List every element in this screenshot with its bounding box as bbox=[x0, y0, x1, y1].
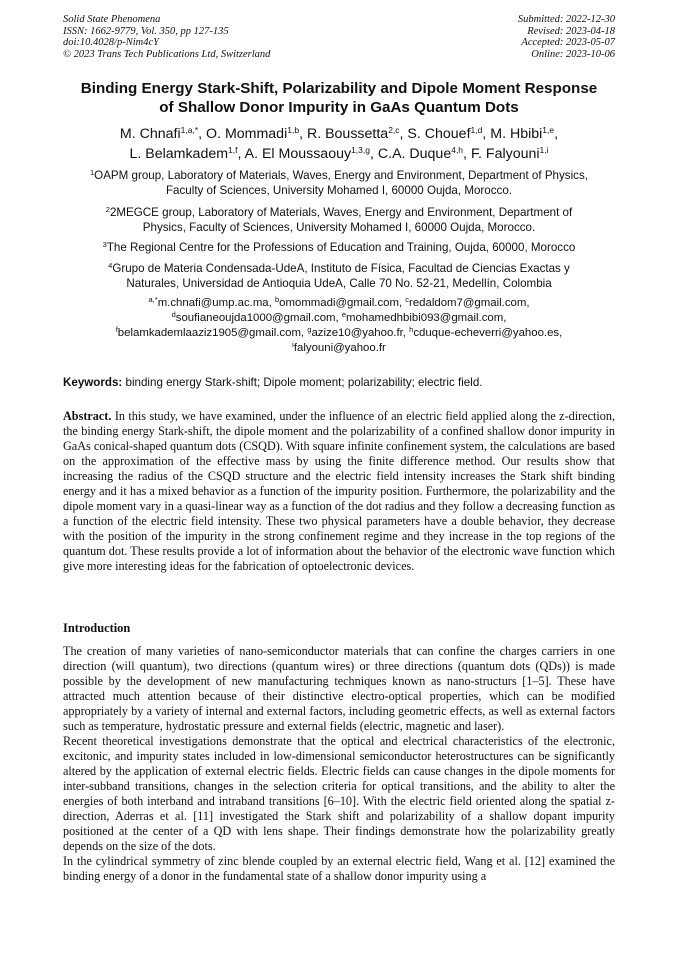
author-list bbox=[40, 124, 638, 164]
affiliation-mark: 4 bbox=[108, 261, 113, 270]
abstract-label: Abstract. bbox=[63, 409, 112, 423]
author-name: F. Falyouni bbox=[470, 146, 540, 162]
revised-date: Revised: 2023-04-18 bbox=[527, 25, 615, 37]
author-sup: 1,b bbox=[287, 125, 300, 135]
keywords-label: Keywords: bbox=[63, 376, 123, 389]
journal-info bbox=[63, 14, 270, 60]
author-sup: 1,i bbox=[539, 145, 549, 155]
affiliation-mark: 1 bbox=[90, 168, 95, 177]
online-date: Online: 2023-10-06 bbox=[531, 48, 615, 60]
abstract-text: In this study, we have examined, under the influence of an electric field applied along the z-direction, the binding energy Stark-shift, the dipole moment and the polarizability of a confined shallow donor impurity in GaAs conical-shaped quantum dots (CSQD). With square infinite confinement system, the calculations are based on the approximation of the effective mass by using the finite difference method. Our results show that increasing the radius of the CSQD structure and the electric field intensity increases the Stark shift binding energy and it has a mixed behavior as a function of the impurity position. Furthermore, the polarizability and the dipole moment vary in a quasi-linear way as a function of the dot radius and they follow a decreasing function as a function of the electric field intensity. These two physical parameters have a double behavior, they decrease with the position of the impurity in the strong confinement regime and they increase in the top regions of the quantum dot. These results provide a lot of information about the behavior of the electronic wave function which give more interesting ideas for the fabrication of optoelectronic devices. bbox=[63, 409, 615, 573]
author-name: S. Chouef bbox=[407, 126, 471, 142]
paper-title bbox=[40, 79, 638, 117]
email-mark: i bbox=[292, 340, 294, 349]
author-sup: 1,a,* bbox=[180, 125, 199, 135]
email-link[interactable]: soufianeoujda1000@gmail.com, bbox=[175, 312, 342, 324]
keywords-text: binding energy Stark-shift; Dipole moment; polarizability; electric field. bbox=[122, 376, 483, 389]
author-name: M. Chnafi bbox=[119, 126, 181, 142]
email-list bbox=[60, 296, 618, 356]
paragraph: Recent theoretical investigations demonstrate that the optical and electrical characteristics of the electronic, excitonic, and impurity states included in low-dimensional semiconductor heterostructures can be significantly altered by the application of external electric fields. Electric fields can cause changes in the dipole moments for inter-subband transitions, changes in the selection criteria for optical transitions, and the ability to alter the energies of both interband and intraband transitions [6–10]. With the electric field oriented along the spatial z-direction, Aderras et al. [11] investigated the Stark shift and polarizability of a shallow dopant impurity positioned at the center of a QD with lens shape. Their findings demonstrate how the polarizability greatly depends on the size of the dots. bbox=[63, 734, 615, 853]
author-name: R. Boussetta bbox=[306, 126, 389, 142]
keywords bbox=[63, 376, 623, 390]
section-heading-introduction: Introduction bbox=[63, 621, 131, 635]
author-sup: 1,3,g bbox=[351, 145, 370, 155]
author-sup: 2,c bbox=[388, 125, 400, 135]
email-mark: f bbox=[115, 325, 118, 334]
email-mark: e bbox=[341, 310, 347, 319]
email-mark: g bbox=[307, 325, 312, 334]
affiliation-text: Naturales, Universidad de Antioquia UdeA, Calle 70 No. 52-21, Medellín, Colombia bbox=[126, 277, 552, 290]
paragraph: The creation of many varieties of nano-semiconductor materials that can confine the charges carriers in one direction (will quantum), two directions (quantum wires) or three directions (quantum dots (QDs)) is made possible by the development of new manufacturing techniques known as nano-structurs [1–5]. These have attracted much attention because of their distinctive electro-optical properties, which can be modified appropriately by a variety of internal and external factors, including geometric effects, as well as external factors such as temperature, hydrostatic pressure and external fields (electric, magnetic and laser). bbox=[63, 644, 615, 733]
affiliation-text: Grupo de Materia Condensada-UdeA, Instituto de Física, Facultad de Ciencias Exactas y bbox=[112, 262, 570, 275]
email-link[interactable]: cduque-echeverri@yahoo.es, bbox=[413, 327, 563, 339]
journal-issn: ISSN: 1662-9779, Vol. 350, pp 127-135 bbox=[63, 25, 229, 37]
email-link[interactable]: falyouni@yahoo.fr bbox=[293, 342, 386, 354]
author-name: C.A. Duque bbox=[377, 146, 452, 162]
affiliation-1 bbox=[60, 168, 618, 198]
introduction-body bbox=[63, 644, 615, 884]
email-link[interactable]: redaldom7@gmail.com, bbox=[409, 297, 530, 309]
email-link[interactable]: m.chnafi@ump.ac.ma, bbox=[157, 297, 275, 309]
accepted-date: Accepted: 2023-05-07 bbox=[521, 37, 615, 49]
author-sup: 1,f bbox=[228, 145, 238, 155]
author-name: M. Hbibi bbox=[490, 126, 543, 142]
publication-dates bbox=[518, 14, 615, 60]
affiliation-text: Physics, Faculty of Sciences, University Mohamed I, 60000 Oujda, Morocco. bbox=[142, 221, 536, 234]
affiliation-text: Faculty of Sciences, University Mohamed I, 60000 Oujda, Morocco. bbox=[165, 184, 513, 197]
author-line-2: L. Belamkadem$^{1,f}$, A. El Moussaouy$^{1,3,g}$, C.A. Duque$^{4,h}$, F. Falyouni$^{1,i}$ bbox=[129, 145, 549, 162]
email-mark: c bbox=[405, 295, 410, 304]
email-mark: d bbox=[171, 310, 176, 319]
author-name: O. Mommadi bbox=[206, 126, 288, 142]
email-link[interactable]: azize10@yahoo.fr, bbox=[311, 327, 410, 339]
email-link[interactable]: omommadi@gmail.com, bbox=[279, 297, 406, 309]
author-sup: 1,e bbox=[542, 125, 555, 135]
author-name: L. Belamkadem bbox=[129, 146, 229, 162]
paragraph: In the cylindrical symmetry of zinc blende coupled by an external electric field, Wang et al. [12] examined the binding energy of a donor in the fundamental state of a shallow donor impurity using a bbox=[63, 854, 615, 883]
email-mark: b bbox=[274, 295, 280, 304]
email-link[interactable]: mohamedhbibi093@gmail.com, bbox=[346, 312, 507, 324]
email-link[interactable]: belamkademlaaziz1905@gmail.com, bbox=[117, 327, 308, 339]
email-mark: a,* bbox=[148, 295, 158, 304]
author-line-1: M. Chnafi$^{1,a,*}$, O. Mommadi$^{1,b}$, R. Boussetta$^{2,c}$, S. Chouef$^{1,d}$, M. Hbibi$^{1,e}$, bbox=[119, 125, 559, 142]
author-sup: 4,h bbox=[451, 145, 464, 155]
journal-copyright: © 2023 Trans Tech Publications Ltd, Switzerland bbox=[63, 48, 271, 60]
title-line-1: Binding Energy Stark-Shift, Polarizability and Dipole Moment Response bbox=[80, 80, 598, 97]
author-name: A. El Moussaouy bbox=[244, 146, 352, 162]
submitted-date: Submitted: 2022-12-30 bbox=[517, 14, 615, 25]
email-mark: h bbox=[409, 325, 414, 334]
affiliation-3 bbox=[60, 240, 618, 255]
journal-doi[interactable]: doi:10.4028/p-Nim4cY bbox=[63, 37, 159, 49]
abstract bbox=[63, 409, 615, 574]
affiliation-mark: 2 bbox=[105, 205, 110, 214]
affiliation-text: OAPM group, Laboratory of Materials, Waves, Energy and Environment, Department of Physics, bbox=[94, 169, 588, 182]
affiliation-mark: 3 bbox=[102, 240, 107, 249]
affiliation-text: 2MEGCE group, Laboratory of Materials, Waves, Energy and Environment, Department of bbox=[109, 206, 573, 219]
title-line-2: of Shallow Donor Impurity in GaAs Quantum Dots bbox=[159, 99, 519, 116]
affiliation-2 bbox=[60, 205, 618, 235]
author-sup: 1,d bbox=[470, 125, 483, 135]
journal-name: Solid State Phenomena bbox=[63, 14, 161, 25]
affiliation-4 bbox=[60, 261, 618, 291]
affiliation-text: The Regional Centre for the Professions of Education and Training, Oujda, 60000, Morocco bbox=[106, 241, 576, 254]
